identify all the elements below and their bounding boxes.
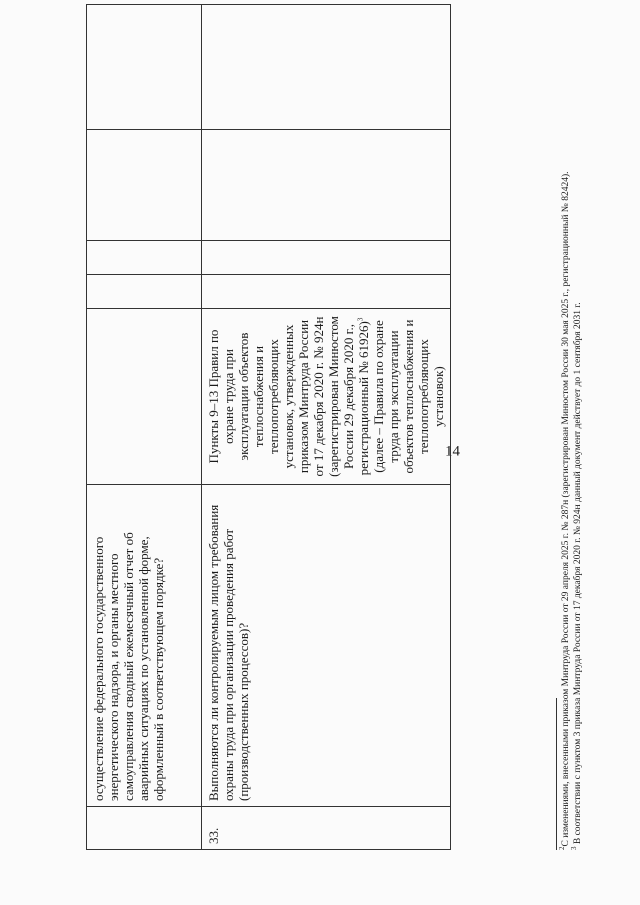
footnotes — [556, 50, 584, 850]
table-row — [87, 5, 202, 850]
footnote-text: В соответствии с пунктом 3 приказа Минтруда России от 17 декабря 2020 г. № 924н данный документ действует до 1 сентября 2031 г. — [573, 302, 583, 847]
empty-cell — [87, 5, 202, 130]
footnote-marker: 3 — [356, 317, 365, 322]
row-number-cell: 33. — [202, 807, 451, 850]
empty-cell — [202, 130, 451, 241]
footnote-2 — [557, 50, 572, 850]
footnote-text: С изменениями, внесенными приказом Минтруда России от 29 апреля 2025 г. № 287н (зарегистрирован Минюстом России 30 мая 2025 г., регистрационный № 82424). — [561, 171, 571, 847]
empty-cell — [202, 5, 451, 130]
reference-text: Пункты 9–13 Правил по охране труда при эксплуатации объектов теплоснабжения и теплопотребляющих установок, утвержденных приказом Минтруда России от 17 декабря 2020 г. № 924н (зарегистрирован Минюстом России 29 декабря 2020 г., регистрационный № 61926) — [206, 316, 371, 477]
empty-cell — [202, 241, 451, 275]
empty-cell — [87, 241, 202, 275]
requirements-table — [86, 4, 451, 850]
reference-text-tail: (далее – Правила по охране труда при эксплуатации объектов теплоснабжения и теплопотребляющих установок) — [371, 319, 446, 474]
footnote-3 — [569, 50, 584, 850]
footnote-marker: 3 — [569, 846, 578, 850]
question-text: Выполняются ли контролируемым лицом требования охраны труда при организации проведения работ (производственных процессов)? — [206, 504, 251, 801]
empty-cell — [87, 130, 202, 241]
page-number: 14 — [445, 443, 460, 460]
empty-cell — [87, 275, 202, 309]
footnote-divider — [556, 698, 557, 850]
footnote-marker: 2 — [557, 846, 566, 850]
table-row — [202, 5, 451, 850]
reference-cell — [202, 309, 451, 485]
question-cell — [202, 485, 451, 807]
reference-cell — [87, 309, 202, 485]
empty-cell — [202, 275, 451, 309]
question-cell — [87, 485, 202, 807]
question-text: осуществление федерального государственного энергетического надзора, и органы местного самоуправления сводный ежемесячный отчет об аварийных ситуациях по установленной форме, оформленный в соответствующем порядке? — [91, 532, 166, 801]
row-number-cell — [87, 807, 202, 850]
